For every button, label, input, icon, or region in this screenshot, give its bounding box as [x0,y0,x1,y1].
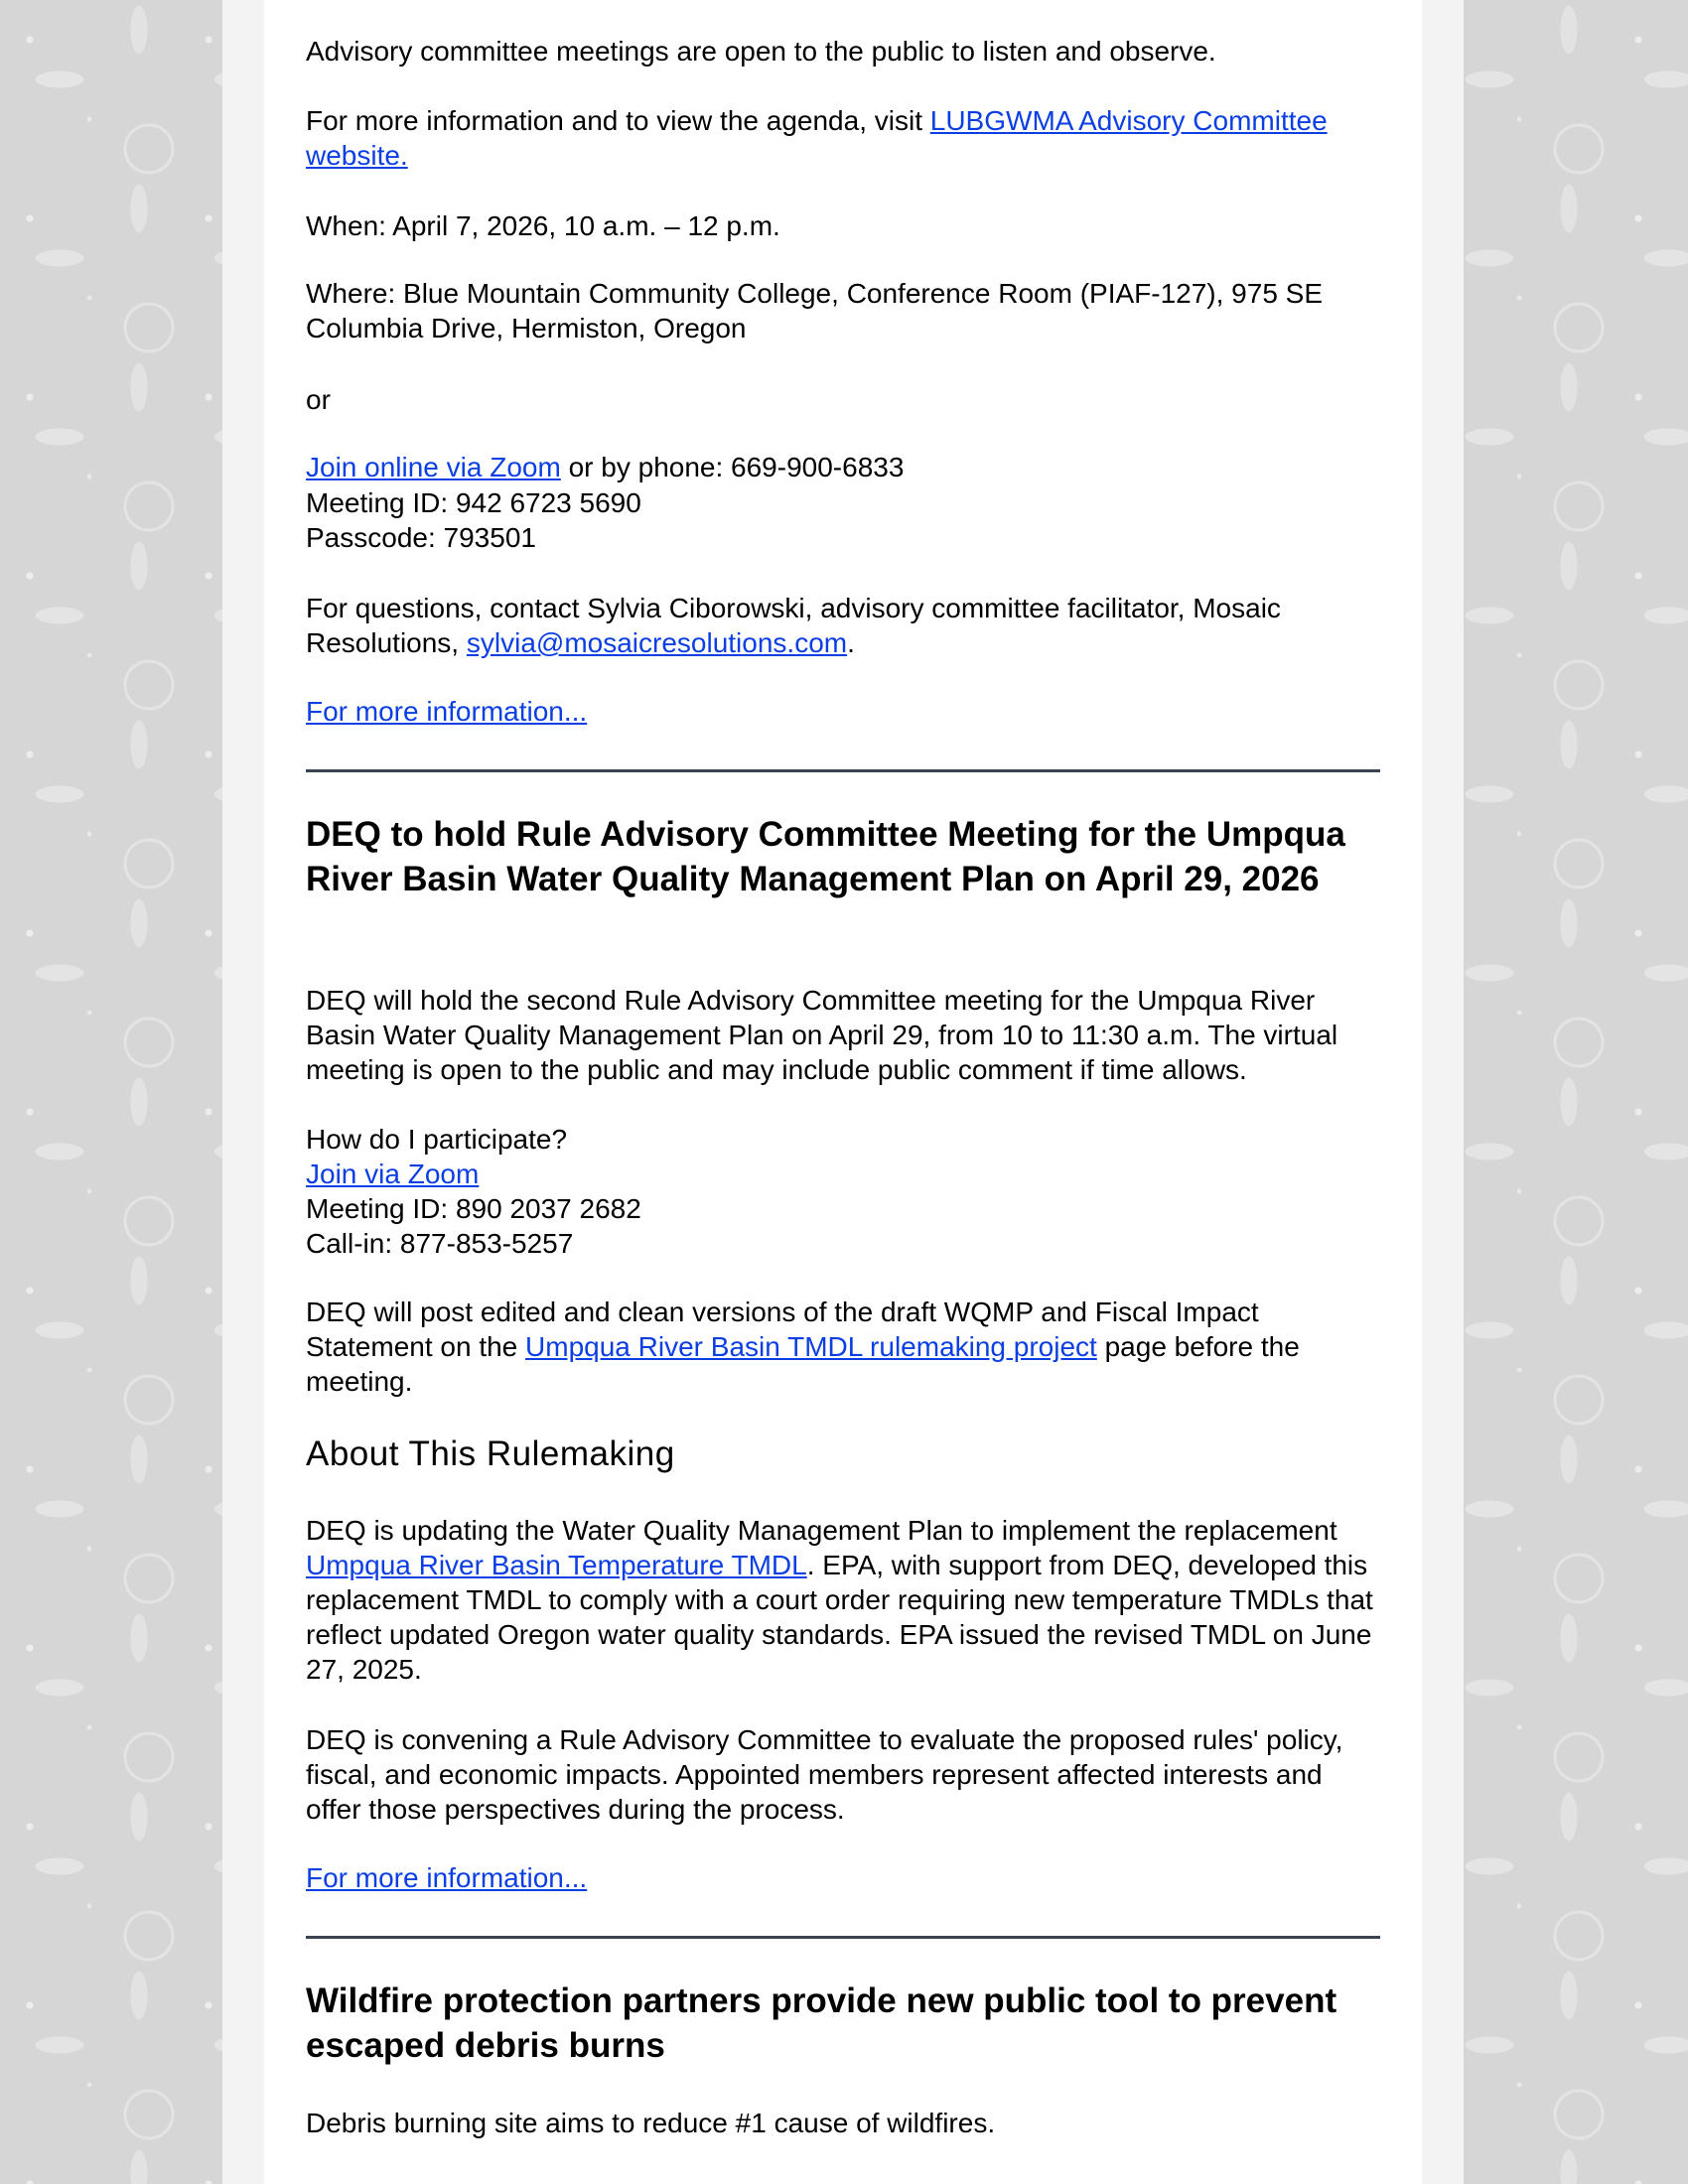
agenda-info-prefix: For more information and to view the agenda, visit [306,105,930,136]
email-outer-frame [222,0,1464,2184]
tmdl-rulemaking-project-link[interactable]: Umpqua River Basin TMDL rulemaking project [525,1331,1097,1362]
agenda-info-paragraph [306,103,1380,173]
join-via-zoom-link[interactable]: Join via Zoom [306,1159,480,1189]
call-in-number: Call-in: 877-853-5257 [306,1228,574,1259]
open-to-public-text: Advisory committee meetings are open to the public to listen and observe. [306,36,1216,67]
facilitator-email-link[interactable]: sylvia@mosaicresolutions.com [466,627,848,658]
meeting-when: When: April 7, 2026, 10 a.m. – 12 p.m. [306,210,780,241]
email-content-panel [264,0,1422,2184]
draft-wqmp-prefix: DEQ will post edited and clean versions of the draft WQMP and Fiscal Impact Statement on the [306,1297,1259,1362]
wildfire-heading: Wildfire protection partners provide new public tool to prevent escaped debris burns [306,1981,1337,2065]
questions-prefix: For questions, contact Sylvia Ciborowski, advisory committee facilitator, Mosaic Resolutions, [306,593,1281,658]
questions-contact [306,591,1380,660]
about-paragraph-2: DEQ is convening a Rule Advisory Committee to evaluate the proposed rules' policy, fiscal, and economic impacts. Appointed members represent affected interests and offer those perspectives during the process. [306,1724,1343,1825]
about-rulemaking-heading: About This Rulemaking [306,1434,675,1473]
passcode-1: Passcode: 793501 [306,522,536,553]
how-participate-question: How do I participate? [306,1124,568,1155]
section-divider-2 [306,1936,1380,1939]
wildfire-subtitle: Debris burning site aims to reduce #1 cause of wildfires. [306,2108,996,2138]
more-info-link-2[interactable]: For more information... [306,1862,588,1893]
questions-suffix: . [847,627,855,658]
draft-wqmp-suffix: page before the meeting. [306,1331,1300,1397]
umpqua-intro: DEQ will hold the second Rule Advisory Committee meeting for the Umpqua River Basin Water Quality Management Plan on April 29, from 10 to 11:30 a.m. The virtual meeting is open to the public and may include public comment if time allows. [306,985,1338,1085]
about-paragraph-1 [306,1513,1380,1687]
lubgwma-website-link[interactable]: LUBGWMA Advisory Committee website. [306,105,1328,171]
draft-wqmp-paragraph [306,1295,1380,1399]
or-text: or [306,384,331,415]
about-paragraph-1-suffix: . EPA, with support from DEQ, developed this replacement TMDL to comply with a court order requiring new temperature TMDLs that reflect updated Oregon water quality standards. EPA issued the revised TMDL on June 27, 2025. [306,1550,1373,1685]
meeting-id-1: Meeting ID: 942 6723 5690 [306,487,641,518]
about-paragraph-1-prefix: DEQ is updating the Water Quality Management Plan to implement the replacement [306,1515,1337,1546]
meeting-id-2: Meeting ID: 890 2037 2682 [306,1193,641,1224]
more-info-paragraph-2 [306,1860,1380,1895]
more-info-link-1[interactable]: For more information... [306,696,588,727]
section-divider-1 [306,769,1380,772]
more-info-paragraph-1 [306,694,1380,729]
zoom-line [306,450,1380,484]
join-online-zoom-link[interactable]: Join online via Zoom [306,452,561,482]
zoom-phone-text: or by phone: 669-900-6833 [560,452,905,482]
temperature-tmdl-link[interactable]: Umpqua River Basin Temperature TMDL [306,1550,807,1580]
join-via-zoom-paragraph [306,1157,1380,1191]
umpqua-rac-heading: DEQ to hold Rule Advisory Committee Meeting for the Umpqua River Basin Water Quality Management Plan on April 29, 2026 [306,815,1345,898]
meeting-where: Where: Blue Mountain Community College, Conference Room (PIAF-127), 975 SE Columbia Drive, Hermiston, Oregon [306,278,1324,343]
